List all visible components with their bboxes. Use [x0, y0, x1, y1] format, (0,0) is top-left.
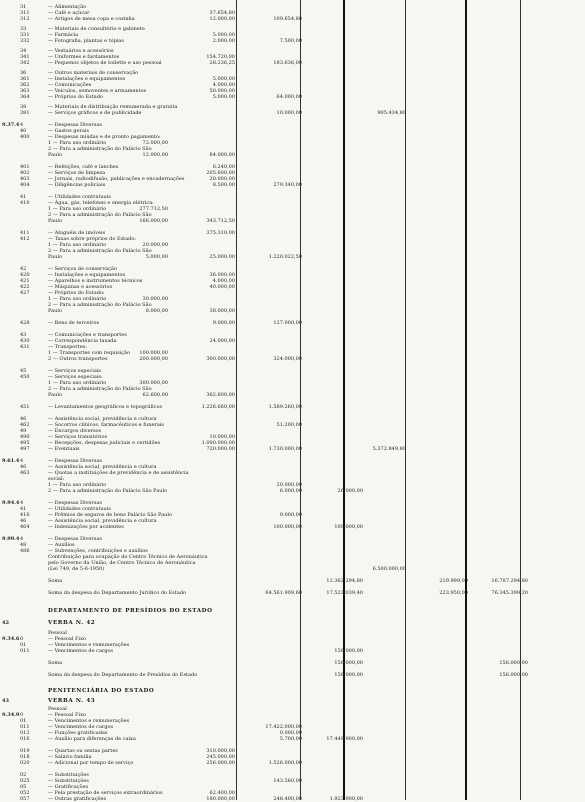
- amount-c1: 300.000,00: [206, 356, 235, 362]
- item-number: 490: [20, 434, 30, 440]
- item-number: 450: [20, 374, 30, 380]
- item-description: — Substituições: [48, 778, 89, 784]
- item-description: — Serviços especiais:: [48, 374, 103, 380]
- amount-c6: 156.000,00: [499, 672, 528, 678]
- item-number: 462: [20, 422, 30, 428]
- item-description: — Vencimentos e remunerações: [48, 642, 130, 648]
- item-description: 2 — Para a administração do Palácio São: [48, 386, 152, 392]
- amount-c3: 17.522.039,40: [326, 590, 363, 596]
- amount-c1: 256.000,00: [206, 760, 235, 766]
- item-number: 0: [20, 636, 24, 642]
- classification-code: 9.94.4: [2, 500, 20, 506]
- amount-c1: 9.000,00: [212, 320, 235, 326]
- amount-c2: 64.561.909,60: [265, 590, 302, 596]
- amount-c3: 109.000,00: [334, 524, 363, 530]
- item-description: — Pela prestação de serviços extraordinários: [48, 790, 163, 796]
- amount-c2: 51.200,00: [276, 422, 302, 428]
- item-description: — Subvenções, contribuições e auxílios: [48, 548, 148, 554]
- amount-c6: 16.787.294,80: [491, 578, 528, 584]
- item-description: — Vencimentos de cargos: [48, 648, 114, 654]
- item-description: — Assistência social, previdência e cultura: [48, 464, 157, 470]
- amount-c0: 300.000,00: [139, 380, 168, 386]
- item-number: 331: [20, 32, 30, 38]
- item-description: Soma: [48, 578, 63, 584]
- item-number: 312: [20, 16, 30, 22]
- amount-c2: 5.700,00: [279, 736, 302, 742]
- item-description: — Aluguéis de imóveis: [48, 230, 106, 236]
- item-description: Soma: [48, 660, 63, 666]
- item-description: — Pequenos objetos de toilette e uso pessoal: [48, 60, 162, 66]
- amount-c2: 183.636,00: [273, 60, 302, 66]
- amount-c2: 1.526.000,00: [268, 760, 302, 766]
- item-description: — Despesas Diversas: [48, 500, 102, 506]
- item-number: 43: [20, 332, 27, 338]
- item-description: — Vencimentos de cargos: [48, 724, 114, 730]
- item-description: — Vestuários e acessórios: [48, 48, 114, 54]
- amount-c3: 1.923.900,00: [329, 796, 363, 802]
- item-description: — Serviços transitórios: [48, 434, 108, 440]
- amount-c3: 156.000,00: [334, 648, 363, 654]
- item-description: 2 — Para a administração do Palácio São Paulo: [48, 488, 168, 494]
- amount-c0: 166.000,00: [139, 218, 168, 224]
- item-number: 01: [20, 718, 27, 724]
- amount-c1: 4.000,00: [212, 278, 235, 284]
- item-description: 1 — Para uso ordinário: [48, 242, 107, 248]
- item-number: 403: [20, 176, 30, 182]
- classification-code: 9.34.9: [2, 712, 20, 718]
- section-heading: VERBA N. 42: [48, 620, 96, 626]
- amount-c4: 5.372.849,80: [372, 446, 406, 452]
- item-number: 363: [20, 88, 30, 94]
- item-description: Contribuição para ocupação do Centro Técnico de Aeronáutica: [48, 554, 208, 560]
- item-number: 41: [20, 506, 27, 512]
- amount-c1: 310.000,00: [206, 748, 235, 754]
- item-description: — Serviços de conservação: [48, 266, 118, 272]
- amount-c0: 30.000,00: [142, 296, 168, 302]
- item-description: Pessoal: [48, 630, 67, 636]
- item-description: — Recepções, despesas judiciais e certidões: [48, 440, 161, 446]
- item-number: 42: [20, 266, 27, 272]
- item-number: 411: [20, 230, 30, 236]
- amount-c0: 5.000,00: [145, 254, 168, 260]
- amount-c6: 156.000,00: [499, 660, 528, 666]
- amount-c1: 343.712,50: [206, 218, 235, 224]
- item-number: 364: [20, 94, 30, 100]
- amount-c3: 12.362.294,80: [326, 578, 363, 584]
- amount-c1: 6.240,00: [212, 164, 235, 170]
- item-description: Paulo: [48, 392, 62, 398]
- amount-c2: 127.000,00: [273, 320, 302, 326]
- item-number: 463: [20, 470, 30, 476]
- amount-c1: 205.600,00: [206, 170, 235, 176]
- item-description: 1 — Para uso ordinário: [48, 296, 107, 302]
- item-description: 2 — Outros transportes: [48, 356, 108, 362]
- item-number: 410: [20, 200, 30, 206]
- item-description: — Instalações e equipamentos: [48, 272, 126, 278]
- item-description: — Serviços de limpeza: [48, 170, 106, 176]
- amount-c1: 1.000.000,00: [201, 440, 235, 446]
- item-number: 427: [20, 290, 30, 296]
- item-description: — Instalações e equipamentos: [48, 76, 126, 82]
- item-description: — Água, gás, telefones e energia elétrica:: [48, 200, 154, 206]
- item-number: 36: [20, 70, 27, 76]
- section-heading: DEPARTAMENTO DE PRESÍDIOS DO ESTADO: [48, 608, 213, 614]
- item-number: 311: [20, 10, 30, 16]
- item-number: 428: [20, 320, 30, 326]
- amount-c1: 5.000,00: [212, 76, 235, 82]
- item-description: — Veículos, semoventes e armamentos: [48, 88, 147, 94]
- item-description: — Auxílios: [48, 542, 75, 548]
- amount-c0: 12.000,00: [142, 152, 168, 158]
- item-description: Paulo: [48, 218, 62, 224]
- item-description: 1 — Para uso ordinário: [48, 380, 107, 386]
- amount-c4: 6.500.000,00: [372, 566, 406, 572]
- item-number: 057: [20, 796, 30, 802]
- item-description: — Indenizações por acidentes: [48, 524, 124, 530]
- item-description: — Socorros clínicos, farmacêuticos e funerais: [48, 422, 164, 428]
- column-rule: [236, 0, 237, 800]
- item-number: 018: [20, 754, 30, 760]
- item-description: — Pessoal Fixo: [48, 636, 86, 642]
- item-description: Pessoal: [48, 706, 67, 712]
- item-number: 33: [20, 26, 27, 32]
- amount-c0: 200.000,00: [139, 356, 168, 362]
- item-description: — Farmácia: [48, 32, 79, 38]
- item-description: — Prêmios de seguros de bens Palácio São Paulo: [48, 512, 172, 518]
- item-description: — Despesas Diversas: [48, 536, 102, 542]
- item-description: — Próprios do Estado:: [48, 290, 105, 296]
- amount-c2: 1.589.260,00: [268, 404, 302, 410]
- item-number: 34: [20, 48, 27, 54]
- item-description: — Taxas sobre próprios do Estado:: [48, 236, 137, 242]
- item-number: 46: [20, 518, 27, 524]
- item-description: — Diligências policiais: [48, 182, 106, 188]
- item-description: — Assistência social, previdência e cultura: [48, 518, 157, 524]
- item-description: — Comunicações e transportes: [48, 332, 127, 338]
- item-description: Soma da despesa do Departamento Jurídico do Estado: [48, 590, 187, 596]
- item-description: — Fotografia, plantas e tópias: [48, 38, 124, 44]
- item-number: 341: [20, 54, 30, 60]
- amount-c1: 5.000,00: [212, 94, 235, 100]
- item-number: 451: [20, 404, 30, 410]
- item-description: — Materiais de consultório e gabinete: [48, 26, 145, 32]
- item-description: — Serviços gráficos e de publicidade: [48, 110, 142, 116]
- column-rule: [520, 0, 521, 800]
- item-number: 416: [20, 512, 30, 518]
- item-description: — Adicional por tempo de serviço: [48, 760, 134, 766]
- item-description: Paulo: [48, 152, 62, 158]
- amount-c2: 100.000,00: [273, 524, 302, 530]
- item-description: 1 — Para uso ordinário: [48, 482, 107, 488]
- item-number: 404: [20, 182, 30, 188]
- amount-c1: 38.000,00: [209, 308, 235, 314]
- item-description: — Substituições: [48, 772, 89, 778]
- item-number: 486: [20, 548, 30, 554]
- item-number: 332: [20, 38, 30, 44]
- item-number: 420: [20, 272, 30, 278]
- item-number: 4: [20, 536, 24, 542]
- column-rule: [465, 0, 467, 800]
- item-number: 012: [20, 730, 30, 736]
- amount-c1: 62.400,00: [209, 790, 235, 796]
- amount-c2: 0.000,00: [279, 730, 302, 736]
- item-number: 4: [20, 458, 24, 464]
- item-description: (Lei 749, de 5-6-1950): [48, 566, 105, 572]
- amount-c0: 100.000,00: [139, 350, 168, 356]
- amount-c2: 279.340,00: [273, 182, 302, 188]
- item-description: — Transportes:: [48, 344, 87, 350]
- amount-c1: 37.654,80: [209, 10, 235, 16]
- item-number: 46: [20, 464, 27, 470]
- item-description: — Refeições, café e lanches: [48, 164, 119, 170]
- item-number: 019: [20, 748, 30, 754]
- amount-c1: 50.000,00: [209, 88, 235, 94]
- classification-code: 9.61.4: [2, 458, 20, 464]
- amount-c2: 248.400,00: [273, 796, 302, 802]
- amount-c2: 7.500,00: [279, 38, 302, 44]
- classification-code: 43: [2, 698, 9, 704]
- item-description: — Vencimentos e remunerações: [48, 718, 130, 724]
- item-description: pelo Governo da União, de Centro Técnico de Aeronáutica: [48, 560, 196, 566]
- amount-c1: 180.000,00: [206, 796, 235, 802]
- item-description: — Salário família: [48, 754, 92, 760]
- item-description: — Aparelhos e instrumentos técnicos: [48, 278, 143, 284]
- item-number: 41: [20, 194, 27, 200]
- amount-c1: 375.310,00: [206, 230, 235, 236]
- item-description: — Máquinas e acessórios: [48, 284, 113, 290]
- section-heading: PENITENCIÁRIA DO ESTADO: [48, 688, 155, 694]
- amount-c1: 2.000,00: [212, 38, 235, 44]
- item-number: 01: [20, 642, 27, 648]
- item-number: 025: [20, 778, 30, 784]
- item-description: — Auxílio para diferenças de caixa: [48, 736, 136, 742]
- amount-c2: 324.000,00: [273, 356, 302, 362]
- item-number: 016: [20, 736, 30, 742]
- amount-c0: 20.000,00: [142, 242, 168, 248]
- item-description: — Despesas Diversas: [48, 458, 102, 464]
- amount-c1: 28.236,25: [209, 60, 235, 66]
- item-number: 46: [20, 416, 27, 422]
- item-description: — Despesas miúdas e de pronto pagamento:: [48, 134, 161, 140]
- item-description: Paulo: [48, 308, 62, 314]
- item-description: — Materiais de distribuição remunerada e gratuita: [48, 104, 178, 110]
- item-description: 2 — Para a administração do Palácio São: [48, 302, 152, 308]
- item-number: 052: [20, 790, 30, 796]
- item-number: 40: [20, 128, 27, 134]
- amount-c1: 12.000,00: [209, 16, 235, 22]
- item-description: — Próprios do Estado: [48, 94, 103, 100]
- item-description: — Café e açúcar: [48, 10, 90, 16]
- item-description: Paulo: [48, 254, 62, 260]
- item-number: 4: [20, 122, 24, 128]
- item-description: — Bens de terceiros: [48, 320, 100, 326]
- amount-c5: 223.950,00: [439, 590, 468, 596]
- item-description: 2 — Para a administração do Palácio São: [48, 212, 152, 218]
- amount-c1: 84.000,00: [209, 152, 235, 158]
- item-number: 342: [20, 60, 30, 66]
- item-number: 430: [20, 338, 30, 344]
- amount-c3: 156.000,00: [334, 672, 363, 678]
- amount-c2: 9.000,00: [279, 512, 302, 518]
- item-number: 497: [20, 446, 30, 452]
- amount-c2: 10.000,00: [276, 110, 302, 116]
- item-number: 011: [20, 648, 30, 654]
- amount-c1: 24.000,00: [209, 338, 235, 344]
- amount-c2: 143.560,00: [273, 778, 302, 784]
- amount-c3: 26.000,00: [337, 488, 363, 494]
- amount-c1: 245.000,00: [206, 754, 235, 760]
- item-number: 412: [20, 236, 30, 242]
- amount-c3: 17.449.900,00: [326, 736, 363, 742]
- item-number: 48: [20, 542, 27, 548]
- item-description: — Gastos gerais: [48, 128, 90, 134]
- amount-c0: 72.000,00: [142, 140, 168, 146]
- item-description: — Utilidades contratuais: [48, 506, 111, 512]
- amount-c0: 8.000,00: [145, 308, 168, 314]
- item-description: 2 — Para a administração do Palácio São: [48, 146, 152, 152]
- item-description: — Jornais, radiodifusão, publicações e encadernações: [48, 176, 185, 182]
- item-description: — Outras gratificações: [48, 796, 107, 802]
- amount-c2: 1.730.000,00: [268, 446, 302, 452]
- amount-c1: 40.000,00: [209, 284, 235, 290]
- amount-c1: 1.226.660,00: [201, 404, 235, 410]
- amount-c2: 109.654,80: [273, 16, 302, 22]
- item-number: 45: [20, 368, 27, 374]
- item-number: 361: [20, 76, 30, 82]
- item-number: 431: [20, 344, 30, 350]
- item-description: — Artigos de mesa copa e cozinha: [48, 16, 135, 22]
- item-description: — Quotas a instituições de previdência e de assistência: [48, 470, 189, 476]
- item-number: 020: [20, 760, 30, 766]
- amount-c4: 905.434,80: [377, 110, 406, 116]
- item-description: — Gratificações: [48, 784, 89, 790]
- item-number: 362: [20, 82, 30, 88]
- amount-c1: 720.000,00: [206, 446, 235, 452]
- item-description: — Funções gratificadas: [48, 730, 108, 736]
- item-description: — Eventuais: [48, 446, 80, 452]
- item-number: 05: [20, 784, 27, 790]
- amount-c5: 219.999,00: [439, 578, 468, 584]
- amount-c2: 64.000,00: [276, 94, 302, 100]
- amount-c2: 17.422.000,00: [265, 724, 302, 730]
- item-number: 49: [20, 428, 27, 434]
- amount-c1: 4.000,00: [212, 82, 235, 88]
- item-number: 381: [20, 110, 30, 116]
- amount-c1: 362.600,00: [206, 392, 235, 398]
- section-heading: VERBA N. 43: [48, 698, 96, 704]
- item-description: 2 — Para a administração do Palácio São: [48, 248, 152, 254]
- item-description: — Comunicações: [48, 82, 92, 88]
- item-number: 31: [20, 4, 27, 10]
- classification-code: 9.99.4: [2, 536, 20, 542]
- amount-c2: 6.000,00: [279, 488, 302, 494]
- amount-c1: 36.000,00: [209, 272, 235, 278]
- item-description: — Assistência social, previdência e cultura: [48, 416, 157, 422]
- item-number: 421: [20, 278, 30, 284]
- amount-c3: 156.000,00: [334, 660, 363, 666]
- item-description: — Correspondência taxada: [48, 338, 117, 344]
- column-rule: [300, 0, 301, 800]
- amount-c1: 8.500,00: [212, 182, 235, 188]
- item-number: 402: [20, 170, 30, 176]
- classification-code: 9.37.4: [2, 122, 20, 128]
- item-description: social:: [48, 476, 65, 482]
- amount-c2: 20.000,00: [276, 482, 302, 488]
- item-number: 422: [20, 284, 30, 290]
- item-number: 4: [20, 500, 24, 506]
- item-description: — Utilidades contratuais: [48, 194, 111, 200]
- item-description: Soma da despesa do Departamento de Presídios do Estado: [48, 672, 198, 678]
- column-rule: [405, 0, 406, 800]
- amount-c1: 5.000,00: [212, 32, 235, 38]
- item-description: 1 — Para uso ordinário: [48, 206, 107, 212]
- amount-c0: 62.600,00: [142, 392, 168, 398]
- item-description: 1 — Transportes com requisição: [48, 350, 131, 356]
- item-number: 401: [20, 164, 30, 170]
- item-number: 02: [20, 772, 27, 778]
- classification-code: 42: [2, 620, 9, 626]
- item-number: 495: [20, 440, 30, 446]
- amount-c1: 10.000,00: [209, 434, 235, 440]
- item-description: — Levantamentos geográficos e topográficos: [48, 404, 163, 410]
- item-description: — Quartas ou sextas partes: [48, 748, 118, 754]
- item-number: 38: [20, 104, 27, 110]
- amount-c1: 25.000,00: [209, 254, 235, 260]
- item-description: — Despesas Diversas: [48, 122, 102, 128]
- item-number: 0: [20, 712, 24, 718]
- item-description: — Pessoal Fixo: [48, 712, 86, 718]
- item-description: — Encargos diversos: [48, 428, 102, 434]
- column-rule: [343, 0, 345, 800]
- item-description: — Serviços especiais: [48, 368, 101, 374]
- item-number: 464: [20, 524, 30, 530]
- item-number: 011: [20, 724, 30, 730]
- item-description: — Uniformes e fardamentos: [48, 54, 120, 60]
- amount-c2: 1.220.022,50: [268, 254, 302, 260]
- amount-c1: 154.720,00: [206, 54, 235, 60]
- item-description: — Alimentação: [48, 4, 87, 10]
- classification-code: 9.34.6: [2, 636, 20, 642]
- item-number: 400: [20, 134, 30, 140]
- amount-c1: 20.000,00: [209, 176, 235, 182]
- amount-c0: 277.712,50: [139, 206, 168, 212]
- item-description: 1 — Para uso ordinário: [48, 140, 107, 146]
- amount-c6: 76.345.399,20: [491, 590, 528, 596]
- item-description: — Outros materiais de conservação: [48, 70, 139, 76]
